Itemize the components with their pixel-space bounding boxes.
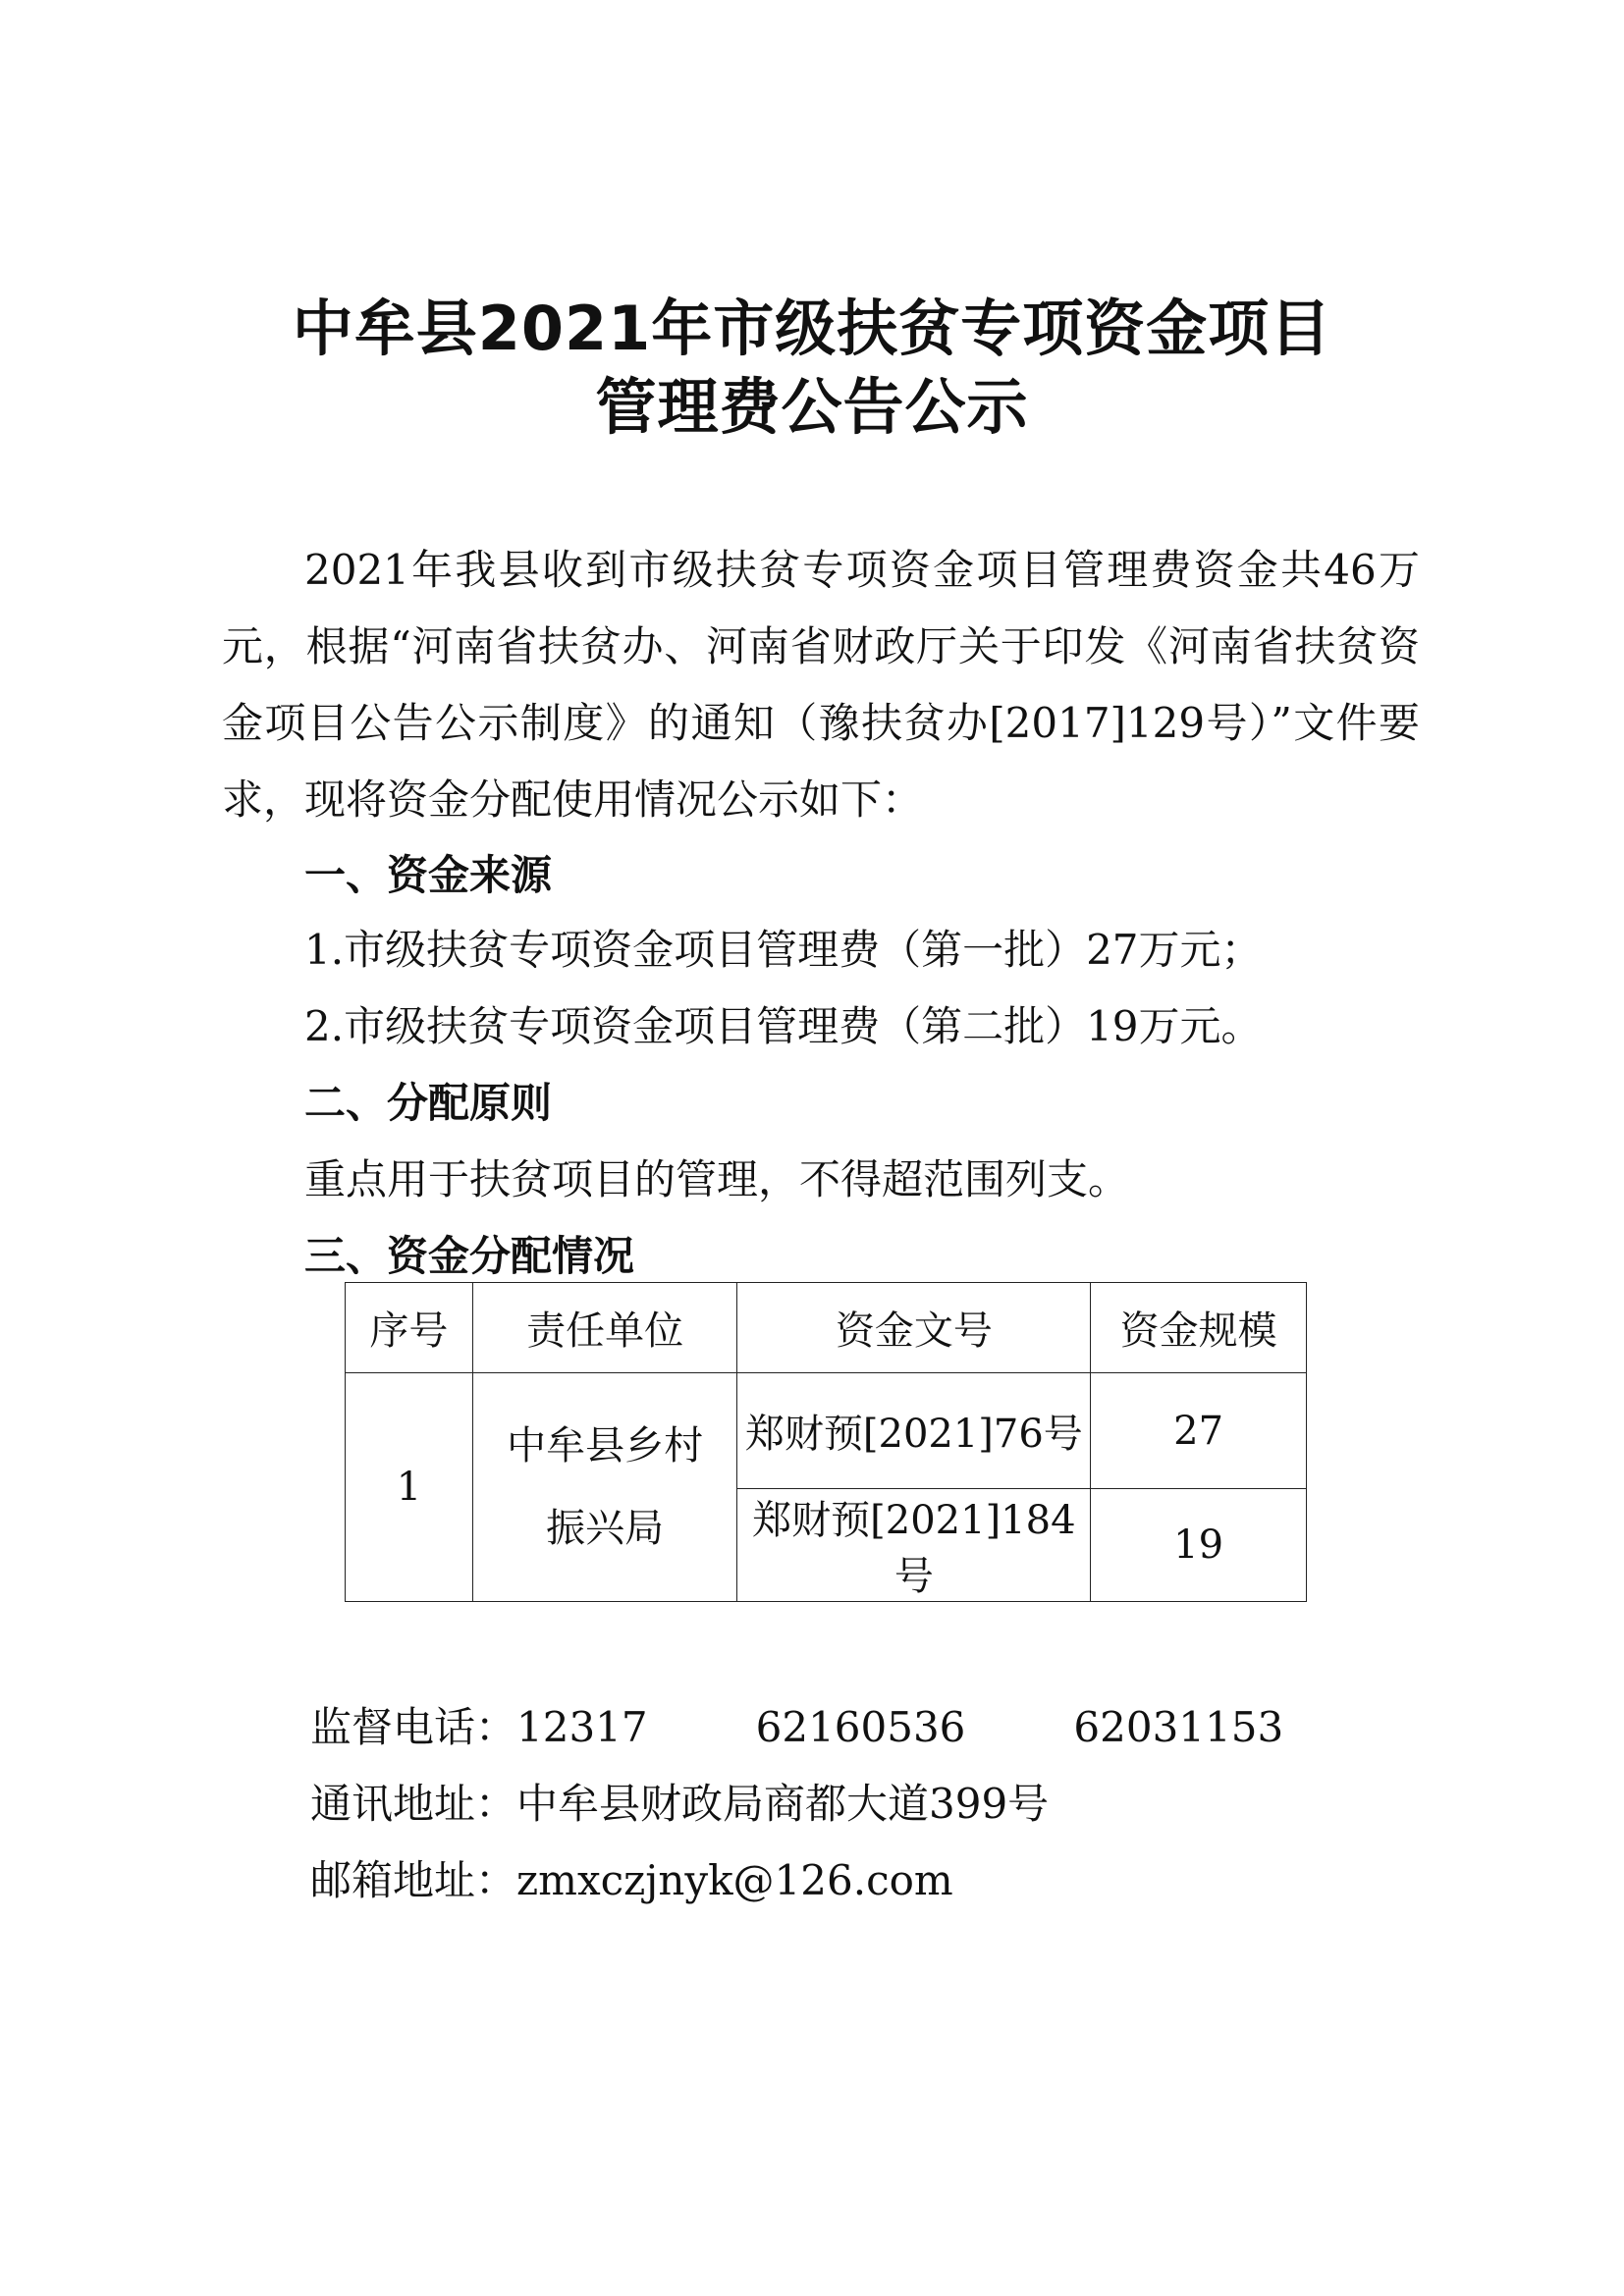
unit-line-1: 中牟县乡村	[507, 1423, 704, 1468]
supervision-phone-line	[310, 1698, 1283, 1757]
section-3-heading: 三、资金分配情况	[304, 1232, 635, 1280]
responsible-unit-cell	[472, 1373, 737, 1602]
email-address[interactable]: zmxczjnyk@126.com	[516, 1856, 953, 1904]
allocation-table	[345, 1282, 1307, 1602]
document-title-line-2: 管理费公告公示	[595, 371, 1029, 443]
header-fund-document-no: 资金文号	[737, 1283, 1091, 1373]
header-fund-amount: 资金规模	[1091, 1283, 1307, 1373]
table-row	[346, 1373, 1307, 1489]
mailing-address: 中牟县财政局商都大道399号	[516, 1780, 1050, 1828]
allocation-principle-text: 重点用于扶贫项目的管理，不得超范围列支。	[304, 1155, 1130, 1203]
mailing-address-line	[310, 1775, 1049, 1834]
table-header-row	[346, 1283, 1307, 1373]
row-index-cell: 1	[346, 1373, 473, 1602]
funding-source-item-2: 2.市级扶贫专项资金项目管理费（第二批）19万元。	[304, 1002, 1263, 1050]
phone-number-3: 62031153	[1073, 1703, 1284, 1751]
section-1-heading: 一、资金来源	[304, 851, 553, 899]
header-index: 序号	[346, 1283, 473, 1373]
phone-label: 监督电话：	[310, 1703, 517, 1751]
email-line	[310, 1851, 953, 1910]
section-2-heading: 二、分配原则	[304, 1079, 553, 1127]
address-label: 通讯地址：	[310, 1780, 517, 1828]
fund-document-cell-1: 郑财预[2021]76号	[737, 1373, 1091, 1489]
fund-amount-cell-1: 27	[1091, 1373, 1307, 1489]
unit-line-2: 振兴局	[546, 1506, 665, 1551]
fund-document-cell-2: 郑财预[2021]184号	[737, 1489, 1091, 1602]
document-title-line-1: 中牟县2021年市级扶贫专项资金项目	[292, 293, 1332, 364]
email-label: 邮箱地址：	[310, 1856, 517, 1904]
header-responsible-unit: 责任单位	[472, 1283, 737, 1373]
intro-paragraph: 2021年我县收到市级扶贫专项资金项目管理费资金共46万元，根据“河南省扶贫办、河南省财政厅关于印发《河南省扶贫资金项目公告公示制度》的通知（豫扶贫办[2017]129号）”文件要求，现将资金分配使用情况公示如下：	[222, 546, 1420, 824]
phone-number-2: 62160536	[755, 1703, 966, 1751]
fund-amount-cell-2: 19	[1091, 1489, 1307, 1602]
funding-source-item-1: 1.市级扶贫专项资金项目管理费（第一批）27万元；	[304, 926, 1263, 974]
phone-number-1: 12317	[516, 1703, 648, 1751]
